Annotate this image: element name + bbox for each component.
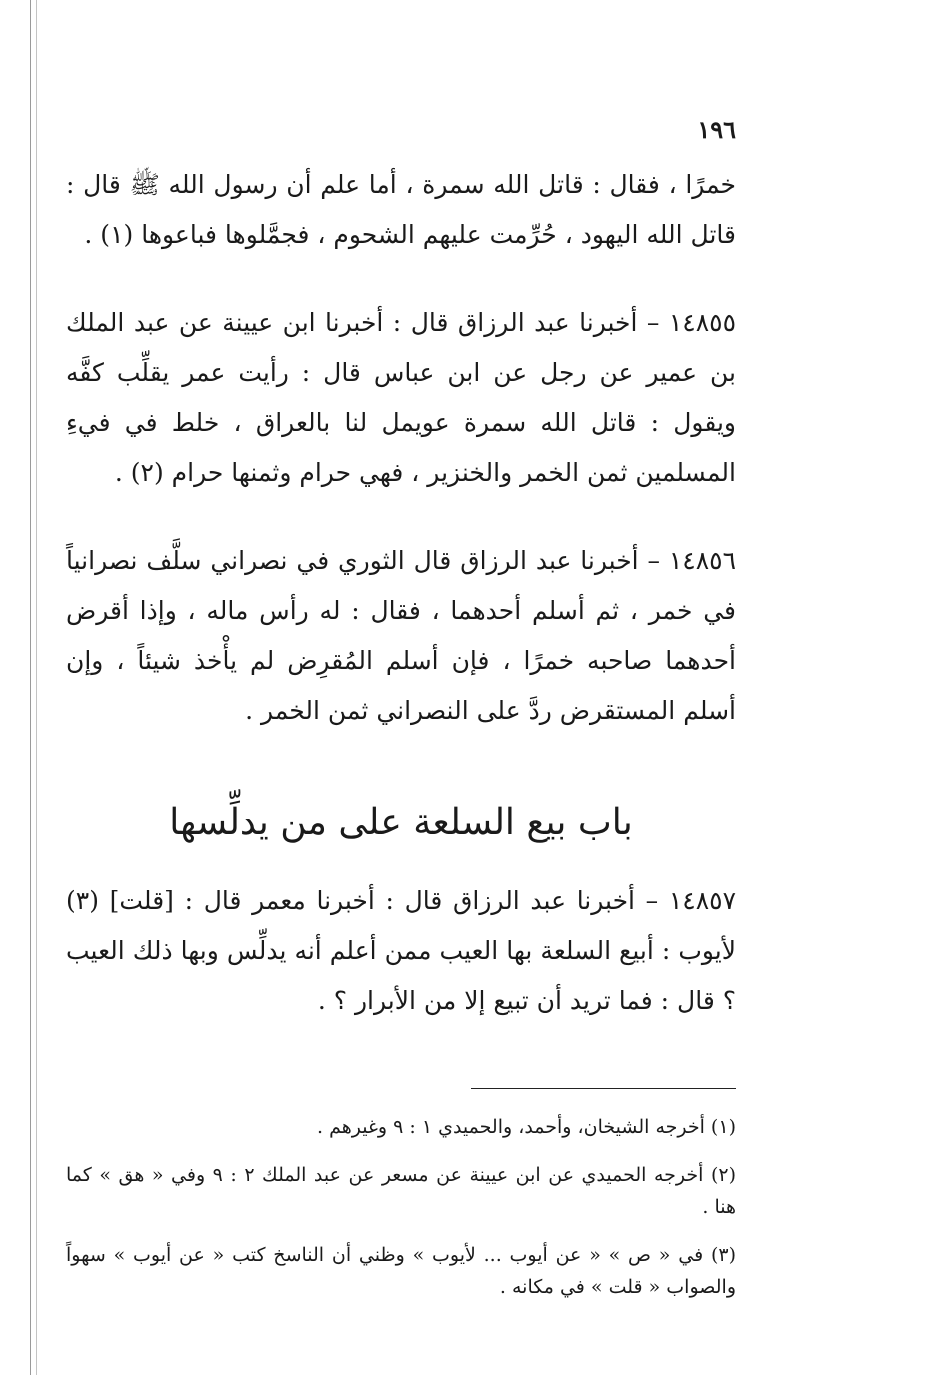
hadith-14856: ١٤٨٥٦ – أخبرنا عبد الرزاق قال الثوري في نصراني سلَّف نصرانياً في خمر ، ثم أسلم أحدهما ، فقال : له رأس ماله ، وإذا أقرض أحدهما صاحبه خمرًا ، فإن أسلم المُقرِض لم يأْخذ شيئاً ، وإن أسلم المستقرض ردَّ على النصراني ثمن الخمر . (66, 546, 736, 725)
scan-edge-line (30, 0, 31, 1375)
hadith-14857: ١٤٨٥٧ – أخبرنا عبد الرزاق قال : أخبرنا معمر قال : [قلت] (٣) لأيوب : أبيع السلعة بها العيب ممن أعلم أنه يدلِّس وبها ذلك العيب ؟ قال : فما تريد أن تبيع إلا من الأبرار ؟ . (66, 886, 736, 1015)
footnote-3: (٣) في « ص » « عن أيوب ... لأيوب » وظني أن الناسخ كتب « عن أيوب » سهواً والصواب « قلت » في مكانه . (66, 1244, 736, 1298)
hadith-14855: ١٤٨٥٥ – أخبرنا عبد الرزاق قال : أخبرنا ابن عيينة عن عبد الملك بن عمير عن رجل عن ابن عباس قال : رأيت عمر يقلِّب كفَّه ويقول : قاتل الله سمرة عويمل لنا بالعراق ، خلط في فيءِ المسلمين ثمن الخمر والخنزير ، فهي حرام وثمنها حرام (٢) . (66, 308, 736, 487)
main-text (66, 160, 736, 736)
chapter-text (66, 876, 736, 1026)
footnote-2: (٢) أخرجه الحميدي عن ابن عيينة عن مسعر عن عبد الملك ٢ : ٩ وفي « هق » كما هنا . (66, 1164, 736, 1218)
book-page (66, 100, 736, 1319)
footnote-1: (١) أخرجه الشيخان، وأحمد، والحميدي ١ : ٩ وغيرهم . (317, 1116, 736, 1138)
scan-edge-line (36, 0, 37, 1375)
page-number: ١٩٦ (697, 115, 736, 144)
chapter-title: باب بيع السلعة على من يدلِّسها (169, 802, 633, 843)
continued-paragraph: خمرًا ، فقال : قاتل الله سمرة ، أما علم أن رسول الله ﷺ قال : قاتل الله اليهود ، حُرِّمت عليهم الشحوم ، فجمَّلوها فباعوها (١) . (66, 170, 736, 249)
footnotes (66, 1111, 736, 1303)
footnote-separator (471, 1088, 736, 1089)
